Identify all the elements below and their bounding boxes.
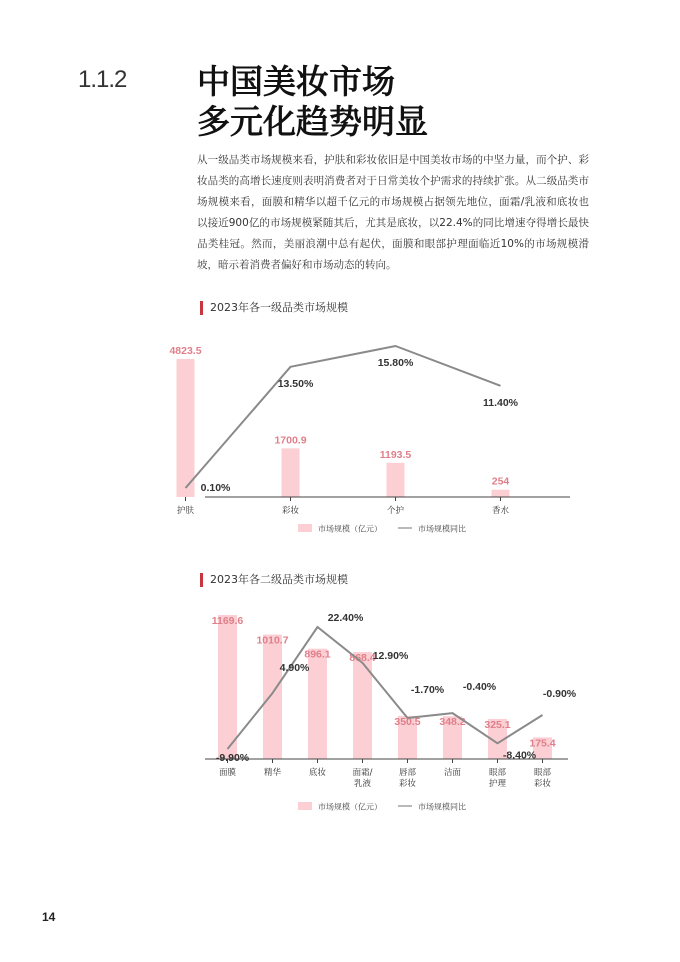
- chart1-bar-label: 1193.5: [379, 448, 412, 461]
- chart2-bar-label: 175.4: [529, 737, 556, 750]
- title-line-1: 中国美妆市场: [197, 62, 395, 101]
- chart2-growth-label: -0.90%: [542, 688, 577, 701]
- chart1-legend-swatch-bar: [298, 524, 312, 532]
- intro-paragraph: 从一级品类市场规模来看，护肤和彩妆依旧是中国美妆市场的中坚力量，而个护、彩妆品类的高增长速度则表明消费者对于日常美妆个护需求的持续扩张。从二级品类市场规模来看，面膜和精华以超千亿元的市场规模占据领先地位，面霜/乳液和底妆也以接近900亿的市场规模紧随其后，尤其是底妆，以22.4%的同比增速夺得增长最快品类桂冠。然而，美丽浪潮中总有起伏，面膜和眼部护理面临近10%的市场规模滑坡，暗示着消费者偏好和市场动态的转向。: [197, 154, 589, 271]
- chart2-bar: [218, 615, 237, 759]
- chart2-growth-label: -1.70%: [410, 684, 445, 697]
- chart2-legend-label-bar: 市场规模（亿元）: [318, 802, 382, 812]
- chart1-svg: [0, 330, 680, 545]
- chart2-growth-label: 22.40%: [327, 612, 364, 624]
- chart1-growth-label: 13.50%: [277, 377, 314, 390]
- chart1-growth-line: [186, 346, 501, 488]
- chart2-x-label: 底妆: [308, 768, 327, 778]
- chart2-bar-label: 348.2: [439, 716, 466, 729]
- chart2-bar-label: 1169.6: [211, 615, 244, 627]
- chart2-x-label: 精华: [263, 768, 282, 778]
- chart1-x-label: 护肤: [176, 506, 195, 516]
- chart2-growth-label: 12.90%: [372, 649, 409, 662]
- chart2-bar: [308, 649, 327, 759]
- chart1-bar-label: 4823.5: [169, 345, 202, 357]
- chart2-title: 2023年各二级品类市场规模: [200, 573, 348, 587]
- chart1-bar-label: 254: [491, 475, 510, 488]
- chart1-x-label: 个护: [386, 506, 405, 516]
- chart2-bar-label: 1010.7: [256, 634, 289, 647]
- chart2-svg: [0, 600, 680, 820]
- chart2-bar: [353, 652, 372, 759]
- chart2-bar-label: 868.4: [349, 652, 376, 665]
- chart2-growth-label: -0.40%: [462, 681, 497, 694]
- chart2-x-label: 唇部彩妆: [398, 768, 417, 789]
- chart2-legend-label-line: 市场规模同比: [418, 802, 466, 812]
- chart2-x-label: 面膜: [218, 768, 237, 778]
- chart2-x-label: 面霜/乳液: [352, 768, 373, 789]
- chart1-growth-label: 15.80%: [377, 357, 414, 369]
- chart1-x-label: 香水: [491, 506, 510, 516]
- title-line-2: 多元化趋势明显: [197, 102, 428, 141]
- chart2-growth-label: -8.40%: [502, 749, 537, 762]
- page-number: 14: [42, 910, 56, 924]
- chart2-bar-label: 350.5: [394, 715, 421, 728]
- chart1-bar: [492, 490, 510, 497]
- section-number: 1.1.2: [78, 66, 127, 93]
- chart2-growth-label: 4.90%: [279, 662, 310, 675]
- chart1-bar: [177, 359, 195, 497]
- chart2-bar: [263, 635, 282, 759]
- chart2-x-label: 眼部彩妆: [533, 768, 552, 789]
- chart1-x-label: 彩妆: [281, 506, 300, 516]
- chart2-x-label: 洁面: [443, 768, 462, 778]
- page-title: [197, 62, 428, 142]
- chart1-bar: [282, 448, 300, 497]
- chart2-bar-label: 325.1: [484, 718, 511, 731]
- chart1-growth-label: 11.40%: [482, 396, 519, 409]
- chart1-bar-label: 1700.9: [274, 434, 307, 447]
- chart2-growth-label: -9.90%: [215, 752, 250, 764]
- chart1-legend-label-line: 市场规模同比: [418, 524, 466, 534]
- chart2-x-label: 眼部护理: [488, 768, 507, 789]
- chart1-bar: [387, 463, 405, 497]
- chart2-bar-label: 896.1: [304, 648, 331, 661]
- chart2-legend-swatch-bar: [298, 802, 312, 810]
- chart1-legend-label-bar: 市场规模（亿元）: [318, 524, 382, 534]
- chart1-growth-label: 0.10%: [200, 482, 231, 494]
- chart1-title: 2023年各一级品类市场规模: [200, 301, 348, 315]
